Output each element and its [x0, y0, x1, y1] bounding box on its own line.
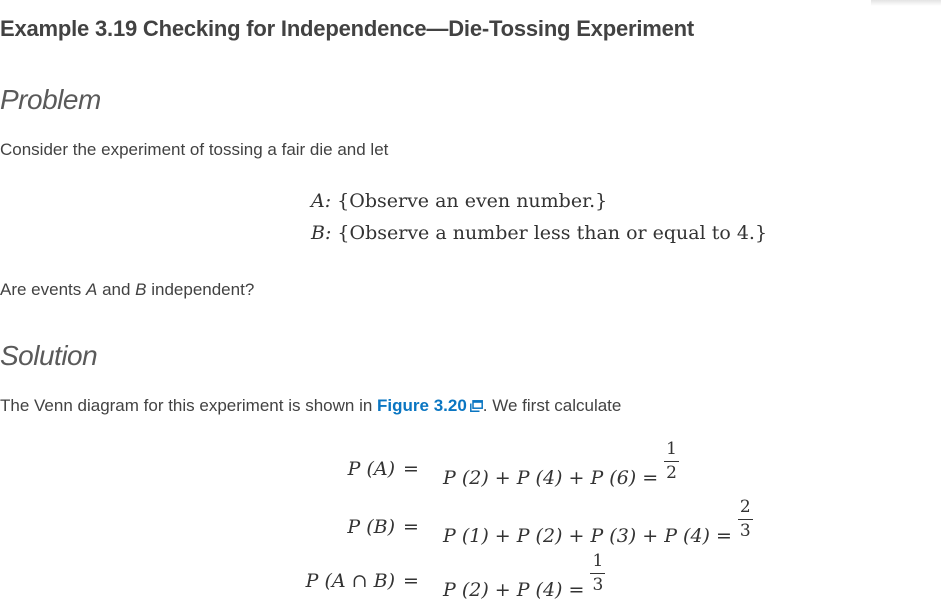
event-b-definition: [311, 222, 767, 244]
equation-rhs-text: P (1) + P (2) + P (3) + P (4) =: [443, 524, 732, 547]
problem-intro: Consider the experiment of tossing a fair die and let: [0, 140, 389, 159]
problem-question: [0, 280, 254, 300]
solution-heading: Solution: [0, 340, 98, 371]
equation-equals: =: [403, 458, 419, 480]
solution-text-post: . We first calculate: [482, 396, 622, 415]
solution-intro: [0, 396, 621, 416]
question-event-a: A: [86, 280, 98, 299]
equation-lhs: P (A ∩ B): [305, 570, 395, 592]
event-a-label: A:: [311, 190, 332, 212]
fraction-numerator: 1: [592, 551, 604, 571]
top-right-shadow: [871, 0, 941, 6]
equation-rhs-text: P (2) + P (4) =: [443, 578, 585, 601]
figure-link-label: Figure 3.20: [377, 396, 467, 415]
problem-heading: Problem: [0, 84, 101, 115]
equation-equals: =: [403, 570, 419, 592]
fraction: [738, 499, 753, 540]
equation-rhs: [443, 497, 753, 547]
fraction: [590, 553, 605, 594]
question-event-b: B: [135, 280, 147, 299]
equation-equals: =: [403, 516, 419, 538]
fraction-denominator: 3: [592, 575, 604, 595]
solution-text-pre: The Venn diagram for this experiment is shown in: [0, 396, 378, 415]
fraction-numerator: 2: [739, 497, 751, 517]
equation-rhs-text: P (2) + P (4) + P (6) =: [443, 466, 659, 489]
fraction-numerator: 1: [666, 439, 677, 459]
fraction-denominator: 2: [666, 463, 677, 483]
question-mid: and: [97, 280, 136, 299]
event-a-definition: [311, 190, 607, 212]
equation-lhs: P (A): [347, 458, 395, 480]
example-title: Example 3.19 Checking for Independence—Die-Tossing Experiment: [0, 16, 695, 41]
equation-rhs: [443, 439, 679, 489]
external-window-icon: [470, 400, 483, 412]
fraction: [664, 441, 679, 482]
event-b-label: B:: [311, 222, 332, 244]
equation-rhs: [443, 551, 605, 601]
question-post: independent?: [146, 280, 255, 299]
fraction-denominator: 3: [739, 521, 751, 541]
question-pre: Are events: [0, 280, 86, 299]
event-a-text: {Observe an even number.}: [337, 190, 608, 212]
figure-link[interactable]: [377, 396, 483, 415]
equation-lhs: P (B): [347, 516, 395, 538]
event-b-text: {Observe a number less than or equal to 4.}: [337, 222, 768, 244]
